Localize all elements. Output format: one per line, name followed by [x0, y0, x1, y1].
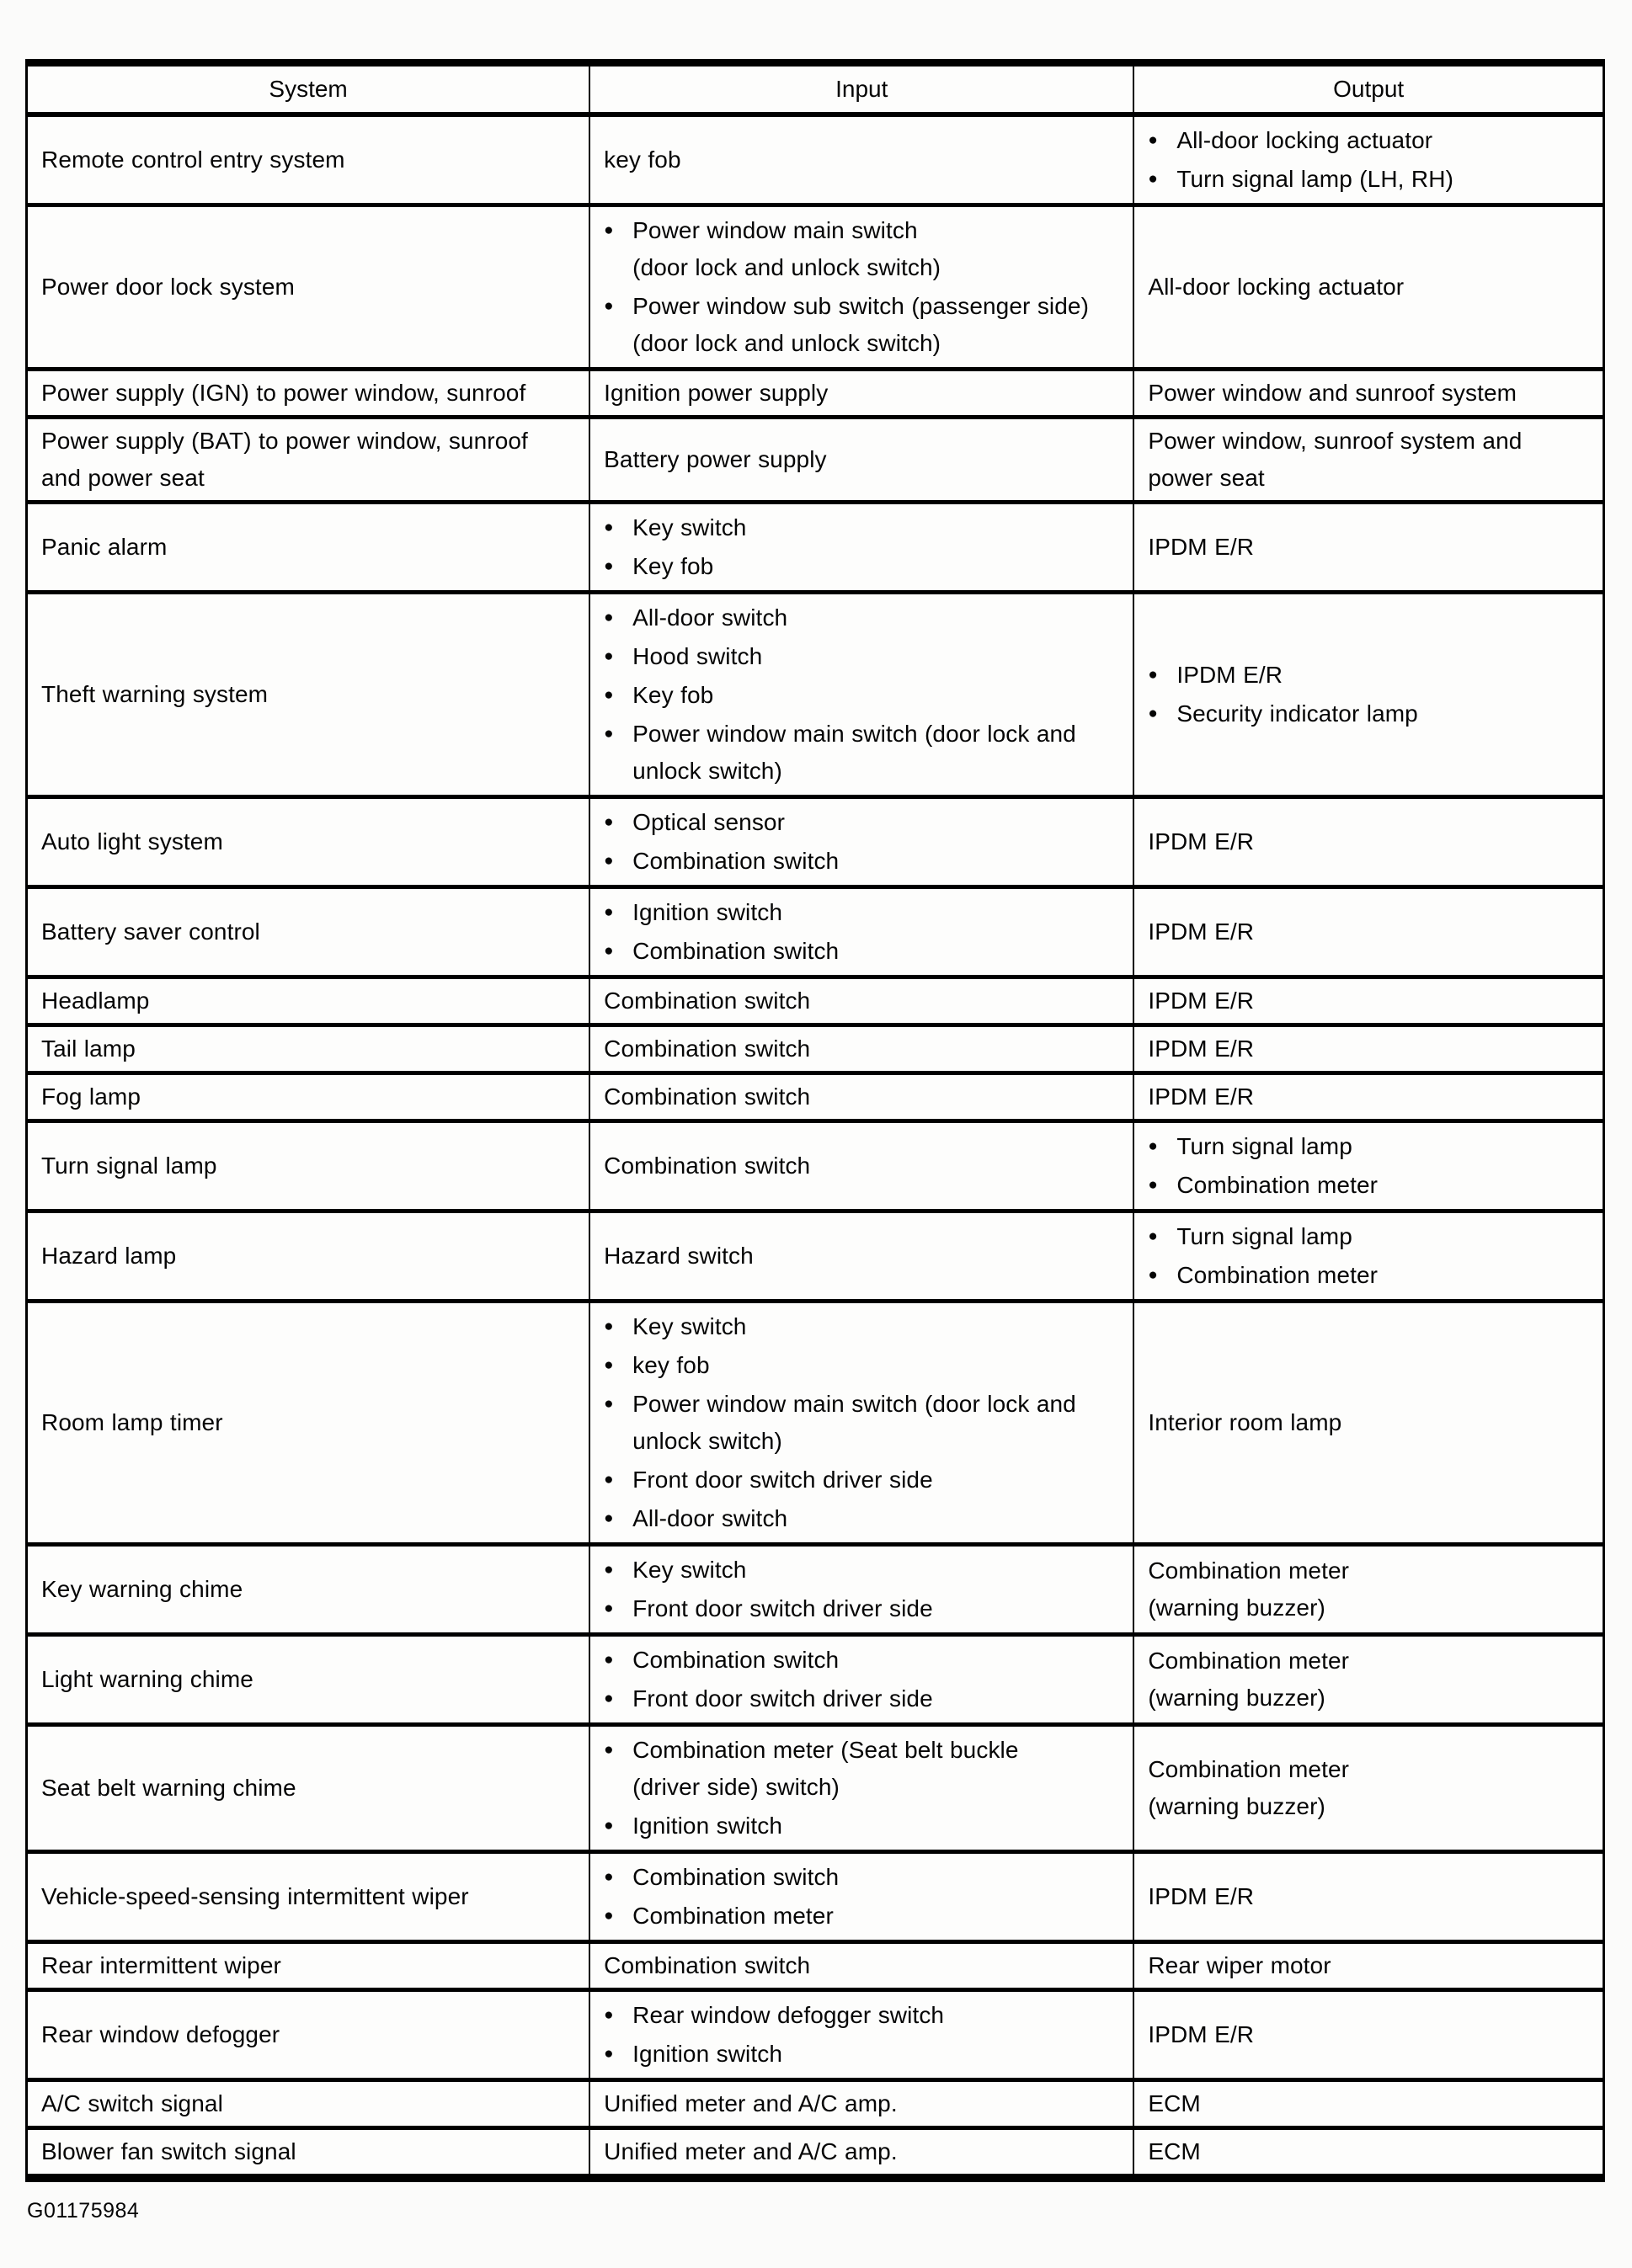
output-cell [1133, 1073, 1603, 1121]
cell-text-line: Combination meter [1176, 1172, 1379, 1198]
table-row [27, 1121, 1604, 1211]
input-cell [589, 887, 1133, 977]
cell-text-line: Auto light system [41, 828, 223, 854]
cell-text-line: Room lamp timer [41, 1409, 223, 1435]
bullet-list-item [604, 1898, 1123, 1935]
cell-text-line: IPDM E/R [1148, 1036, 1255, 1062]
bullet-icon: ● [604, 1817, 614, 1834]
cell-text-line: Front door switch driver side [632, 1595, 933, 1621]
bullet-list-item [604, 1552, 1123, 1589]
bullet-icon: ● [1148, 1176, 1158, 1194]
cell-text-line: Battery saver control [41, 918, 260, 945]
cell-text-line: Key switch [632, 514, 747, 540]
cell-text-line: Blower fan switch signal [41, 2138, 296, 2164]
bullet-text [632, 1807, 1123, 1845]
cell-text-line: key fob [604, 146, 681, 173]
output-cell [1133, 1990, 1603, 2080]
bullet-text [632, 804, 1123, 841]
bullet-text [632, 1590, 1123, 1627]
bullet-icon: ● [604, 1868, 614, 1886]
table-row [27, 2128, 1604, 2179]
cell-text-line: Turn signal lamp (LH, RH) [1176, 166, 1453, 192]
bullet-text [632, 548, 1123, 585]
bullet-list-item [1148, 122, 1592, 159]
cell-text-line: Combination meter [1176, 1262, 1379, 1288]
input-cell [589, 1635, 1133, 1725]
cell-text-line: All-door switch [632, 604, 788, 631]
input-cell [589, 1852, 1133, 1942]
bullet-list-item [1148, 1128, 1592, 1165]
system-cell [27, 503, 590, 593]
bullet-icon: ● [604, 519, 614, 536]
bullet-icon: ● [604, 813, 614, 831]
bullet-text [632, 1680, 1123, 1717]
table-row [27, 1073, 1604, 1121]
bullet-icon: ● [1148, 705, 1158, 722]
output-cell [1133, 1025, 1603, 1073]
system-cell [27, 1073, 590, 1121]
input-cell [589, 1302, 1133, 1545]
bullet-icon: ● [1148, 1137, 1158, 1155]
bullet-text [632, 1898, 1123, 1935]
table-row [27, 593, 1604, 797]
output-cell [1133, 1211, 1603, 1302]
cell-text-line: Theft warning system [41, 681, 269, 707]
bullet-icon: ● [604, 1561, 614, 1579]
bullet-icon: ● [604, 1318, 614, 1335]
input-cell [589, 1942, 1133, 1990]
cell-text-line: Power window and sunroof system [1148, 380, 1517, 406]
cell-text-line: Rear window defogger [41, 2021, 280, 2047]
table-row [27, 1635, 1604, 1725]
table-row [27, 1942, 1604, 1990]
cell-text-line: Rear wiper motor [1148, 1952, 1331, 1978]
cell-text-line: unlock switch) [632, 1428, 782, 1454]
cell-text-line: IPDM E/R [1148, 1883, 1255, 1909]
cell-text-line: A/C switch signal [41, 2090, 223, 2116]
bullet-list-item [1148, 695, 1592, 732]
table-row [27, 1545, 1604, 1635]
input-cell [589, 1073, 1133, 1121]
table-row [27, 1211, 1604, 1302]
cell-text-line: Power window main switch (door lock and [632, 721, 1076, 747]
bullet-icon: ● [604, 1471, 614, 1488]
bullet-icon: ● [604, 852, 614, 870]
cell-text-line: Battery power supply [604, 446, 827, 472]
bullet-icon: ● [1148, 1227, 1158, 1245]
bullet-icon: ● [604, 1741, 614, 1759]
cell-text-line: Combination switch [604, 1036, 811, 1062]
bullet-text [632, 1308, 1123, 1345]
input-cell [589, 503, 1133, 593]
bullet-text [1176, 657, 1592, 694]
bullet-list-item [604, 509, 1123, 546]
output-cell [1133, 503, 1603, 593]
cell-text-line: Hazard switch [604, 1243, 754, 1269]
bullet-text [632, 599, 1123, 636]
table-row [27, 418, 1604, 503]
bullet-icon: ● [1148, 1266, 1158, 1284]
cell-text-line: Combination switch [632, 1864, 840, 1890]
bullet-text [632, 212, 1123, 286]
bullet-list-item [604, 1500, 1123, 1537]
system-cell [27, 1725, 590, 1852]
system-cell [27, 2128, 590, 2179]
bullet-list-item [604, 548, 1123, 585]
cell-text-line: Turn signal lamp [41, 1153, 217, 1179]
cell-text-line: Key switch [632, 1313, 747, 1339]
cell-text-line: Vehicle-speed-sensing intermittent wiper [41, 1883, 469, 1909]
system-cell [27, 114, 590, 205]
cell-text-line: (driver side) switch) [632, 1774, 840, 1800]
bullet-list-item [604, 804, 1123, 841]
bullet-text [632, 1461, 1123, 1499]
bullet-icon: ● [604, 1509, 614, 1527]
cell-text-line: Key switch [632, 1557, 747, 1583]
system-cell [27, 797, 590, 887]
cell-text-line: IPDM E/R [1148, 2021, 1255, 2047]
cell-text-line: key fob [632, 1352, 710, 1378]
input-cell [589, 1990, 1133, 2080]
bullet-text [632, 1347, 1123, 1384]
bullet-icon: ● [604, 1690, 614, 1707]
bullet-text [632, 288, 1123, 362]
input-cell [589, 418, 1133, 503]
bullet-icon: ● [1148, 666, 1158, 684]
column-header-output: Output [1133, 63, 1603, 115]
bullet-text [632, 1859, 1123, 1896]
table-row [27, 1990, 1604, 2080]
output-cell [1133, 887, 1603, 977]
cell-text-line: Power window main switch [632, 217, 918, 243]
table-row [27, 370, 1604, 418]
input-cell [589, 370, 1133, 418]
bullet-icon: ● [604, 557, 614, 575]
cell-text-line: (warning buzzer) [1148, 1685, 1325, 1711]
cell-text-line: IPDM E/R [1176, 662, 1283, 688]
system-cell [27, 977, 590, 1025]
cell-text-line: Rear window defogger switch [632, 2002, 945, 2028]
output-cell [1133, 1852, 1603, 1942]
bullet-text [632, 716, 1123, 790]
cell-text-line: Tail lamp [41, 1036, 136, 1062]
cell-text-line: (door lock and unlock switch) [632, 254, 941, 280]
input-cell [589, 2080, 1133, 2128]
cell-text-line: Power window main switch (door lock and [632, 1391, 1076, 1417]
system-cell [27, 205, 590, 370]
cell-text-line: Hazard lamp [41, 1243, 177, 1269]
cell-text-line: Unified meter and A/C amp. [604, 2138, 898, 2164]
cell-text-line: Remote control entry system [41, 146, 345, 173]
bullet-text [632, 1500, 1123, 1537]
input-cell [589, 205, 1133, 370]
cell-text-line: Front door switch driver side [632, 1685, 933, 1712]
system-cell [27, 593, 590, 797]
cell-text-line: Combination meter [1148, 1648, 1350, 1674]
cell-text-line: Key warning chime [41, 1576, 243, 1602]
cell-text-line: Combination switch [604, 1952, 811, 1978]
bullet-list-item [1148, 161, 1592, 198]
output-cell [1133, 1942, 1603, 1990]
cell-text-line: ECM [1148, 2138, 1201, 2164]
bullet-list-item [604, 1308, 1123, 1345]
bullet-text [1176, 1218, 1592, 1255]
input-cell [589, 797, 1133, 887]
output-cell [1133, 797, 1603, 887]
system-cell [27, 1121, 590, 1211]
input-cell [589, 1025, 1133, 1073]
input-cell [589, 1545, 1133, 1635]
cell-text-line: All-door locking actuator [1148, 274, 1405, 300]
bullet-list-item [604, 1590, 1123, 1627]
table-row [27, 797, 1604, 887]
input-cell [589, 1211, 1133, 1302]
cell-text-line: Turn signal lamp [1176, 1133, 1352, 1159]
bullet-text [632, 638, 1123, 675]
bullet-text [632, 677, 1123, 714]
cell-text-line: IPDM E/R [1148, 988, 1255, 1014]
table-row [27, 114, 1604, 205]
bullet-icon: ● [604, 609, 614, 626]
input-cell [589, 593, 1133, 797]
output-cell [1133, 1302, 1603, 1545]
output-cell [1133, 1545, 1603, 1635]
bullet-text [1176, 695, 1592, 732]
table-row [27, 205, 1604, 370]
system-cell [27, 1942, 590, 1990]
cell-text-line: (warning buzzer) [1148, 1595, 1325, 1621]
cell-text-line: Power window, sunroof system and [1148, 428, 1523, 454]
bullet-list-item [604, 2036, 1123, 2073]
cell-text-line: Ignition power supply [604, 380, 829, 406]
table-row [27, 503, 1604, 593]
bullet-text [1176, 161, 1592, 198]
bullet-icon: ● [1148, 170, 1158, 188]
bullet-list-item [604, 1997, 1123, 2034]
bullet-list-item [604, 1859, 1123, 1896]
output-cell [1133, 114, 1603, 205]
bullet-list-item [604, 1386, 1123, 1460]
bullet-text [1176, 1257, 1592, 1294]
bullet-list-item [1148, 1167, 1592, 1204]
cell-text-line: Hood switch [632, 643, 763, 669]
bullet-text [632, 1732, 1123, 1806]
bullet-text [632, 1997, 1123, 2034]
system-cell [27, 418, 590, 503]
table-row [27, 977, 1604, 1025]
cell-text-line: Power door lock system [41, 274, 295, 300]
cell-text-line: Optical sensor [632, 809, 786, 835]
cell-text-line: Light warning chime [41, 1666, 253, 1692]
bullet-icon: ● [604, 1356, 614, 1374]
cell-text-line: Combination meter (Seat belt buckle [632, 1737, 1019, 1763]
cell-text-line: Combination switch [604, 988, 811, 1014]
output-cell [1133, 2128, 1603, 2179]
bullet-icon: ● [604, 1600, 614, 1617]
system-cell [27, 887, 590, 977]
output-cell [1133, 205, 1603, 370]
cell-text-line: Combination switch [632, 1647, 840, 1673]
input-cell [589, 1725, 1133, 1852]
column-header-system: System [27, 63, 590, 115]
input-cell [589, 1121, 1133, 1211]
cell-text-line: ECM [1148, 2090, 1201, 2116]
output-cell [1133, 1121, 1603, 1211]
system-cell [27, 1545, 590, 1635]
bullet-icon: ● [604, 2045, 614, 2063]
cell-text-line: Power supply (BAT) to power window, sunroof [41, 428, 528, 454]
table-row [27, 1302, 1604, 1545]
bullet-list-item [604, 716, 1123, 790]
bullet-icon: ● [604, 647, 614, 665]
cell-text-line: IPDM E/R [1148, 828, 1255, 854]
bullet-list-item [604, 677, 1123, 714]
bullet-list-item [1148, 657, 1592, 694]
system-cell [27, 1635, 590, 1725]
bullet-list-item [604, 288, 1123, 362]
table-header-row [27, 63, 1604, 115]
system-cell [27, 370, 590, 418]
bullet-text [1176, 1167, 1592, 1204]
cell-text-line: Combination switch [604, 1083, 811, 1110]
system-cell [27, 1025, 590, 1073]
input-cell [589, 977, 1133, 1025]
bullet-list-item [604, 1347, 1123, 1384]
bullet-text [632, 933, 1123, 970]
cell-text-line: Turn signal lamp [1176, 1223, 1352, 1249]
bullet-icon: ● [604, 942, 614, 960]
cell-text-line: Unified meter and A/C amp. [604, 2090, 898, 2116]
system-cell [27, 2080, 590, 2128]
cell-text-line: Ignition switch [632, 2041, 783, 2067]
cell-text-line: (warning buzzer) [1148, 1793, 1325, 1819]
bullet-list-item [604, 1680, 1123, 1717]
cell-text-line: Combination meter [632, 1903, 834, 1929]
cell-text-line: Power supply (IGN) to power window, sunroof [41, 380, 526, 406]
cell-text-line: unlock switch) [632, 758, 782, 784]
table-row [27, 1725, 1604, 1852]
bullet-list-item [604, 894, 1123, 931]
bullet-list-item [604, 843, 1123, 880]
table-row [27, 1852, 1604, 1942]
bullet-list-item [604, 1642, 1123, 1679]
cell-text-line: Key fob [632, 553, 714, 579]
bullet-icon: ● [604, 221, 614, 239]
bullet-text [632, 843, 1123, 880]
cell-text-line: Combination switch [632, 938, 840, 964]
input-cell [589, 114, 1133, 205]
cell-text-line: Ignition switch [632, 1813, 783, 1839]
table-row [27, 887, 1604, 977]
bullet-list-item [604, 1732, 1123, 1806]
bullet-text [1176, 1128, 1592, 1165]
bullet-icon: ● [604, 686, 614, 704]
bullet-icon: ● [1148, 131, 1158, 149]
cell-text-line: IPDM E/R [1148, 534, 1255, 560]
cell-text-line: Combination switch [604, 1153, 811, 1179]
bullet-list-item [604, 599, 1123, 636]
cell-text-line: Key fob [632, 682, 714, 708]
bullet-icon: ● [604, 1395, 614, 1413]
cell-text-line: Headlamp [41, 988, 150, 1014]
system-cell [27, 1211, 590, 1302]
cell-text-line: IPDM E/R [1148, 918, 1255, 945]
bullet-icon: ● [604, 1651, 614, 1669]
system-cell [27, 1990, 590, 2080]
input-cell [589, 2128, 1133, 2179]
system-cell [27, 1852, 590, 1942]
cell-text-line: All-door locking actuator [1176, 127, 1433, 153]
cell-text-line: Fog lamp [41, 1083, 141, 1110]
cell-text-line: Front door switch driver side [632, 1467, 933, 1493]
cell-text-line: All-door switch [632, 1505, 788, 1531]
cell-text-line: Panic alarm [41, 534, 168, 560]
bullet-list-item [1148, 1257, 1592, 1294]
system-input-output-table [25, 59, 1605, 2182]
table-row [27, 2080, 1604, 2128]
bullet-list-item [604, 212, 1123, 286]
bullet-list-item [1148, 1218, 1592, 1255]
output-cell [1133, 1635, 1603, 1725]
cell-text-line: Seat belt warning chime [41, 1775, 296, 1801]
table-row [27, 1025, 1604, 1073]
output-cell [1133, 593, 1603, 797]
bullet-icon: ● [604, 1907, 614, 1925]
cell-text-line: power seat [1148, 465, 1265, 491]
system-cell [27, 1302, 590, 1545]
bullet-icon: ● [604, 2006, 614, 2024]
bullet-icon: ● [604, 297, 614, 315]
figure-id-label: G01175984 [27, 2199, 140, 2223]
bullet-text [632, 509, 1123, 546]
cell-text-line: Combination meter [1148, 1756, 1350, 1782]
bullet-list-item [604, 1461, 1123, 1499]
cell-text-line: (door lock and unlock switch) [632, 330, 941, 356]
bullet-text [632, 1552, 1123, 1589]
output-cell [1133, 2080, 1603, 2128]
bullet-text [632, 894, 1123, 931]
bullet-text [632, 2036, 1123, 2073]
cell-text-line: IPDM E/R [1148, 1083, 1255, 1110]
bullet-icon: ● [604, 725, 614, 743]
cell-text-line: Ignition switch [632, 899, 783, 925]
cell-text-line: Power window sub switch (passenger side) [632, 293, 1090, 319]
bullet-text [632, 1386, 1123, 1460]
output-cell [1133, 418, 1603, 503]
bullet-icon: ● [604, 903, 614, 921]
bullet-text [1176, 122, 1592, 159]
bullet-list-item [604, 638, 1123, 675]
bullet-list-item [604, 933, 1123, 970]
output-cell [1133, 370, 1603, 418]
bullet-list-item [604, 1807, 1123, 1845]
output-cell [1133, 977, 1603, 1025]
cell-text-line: Combination switch [632, 848, 840, 874]
column-header-input: Input [589, 63, 1133, 115]
cell-text-line: Security indicator lamp [1176, 700, 1418, 727]
bullet-text [632, 1642, 1123, 1679]
output-cell [1133, 1725, 1603, 1852]
cell-text-line: Interior room lamp [1148, 1409, 1342, 1435]
cell-text-line: and power seat [41, 465, 205, 491]
cell-text-line: Rear intermittent wiper [41, 1952, 281, 1978]
cell-text-line: Combination meter [1148, 1557, 1350, 1584]
